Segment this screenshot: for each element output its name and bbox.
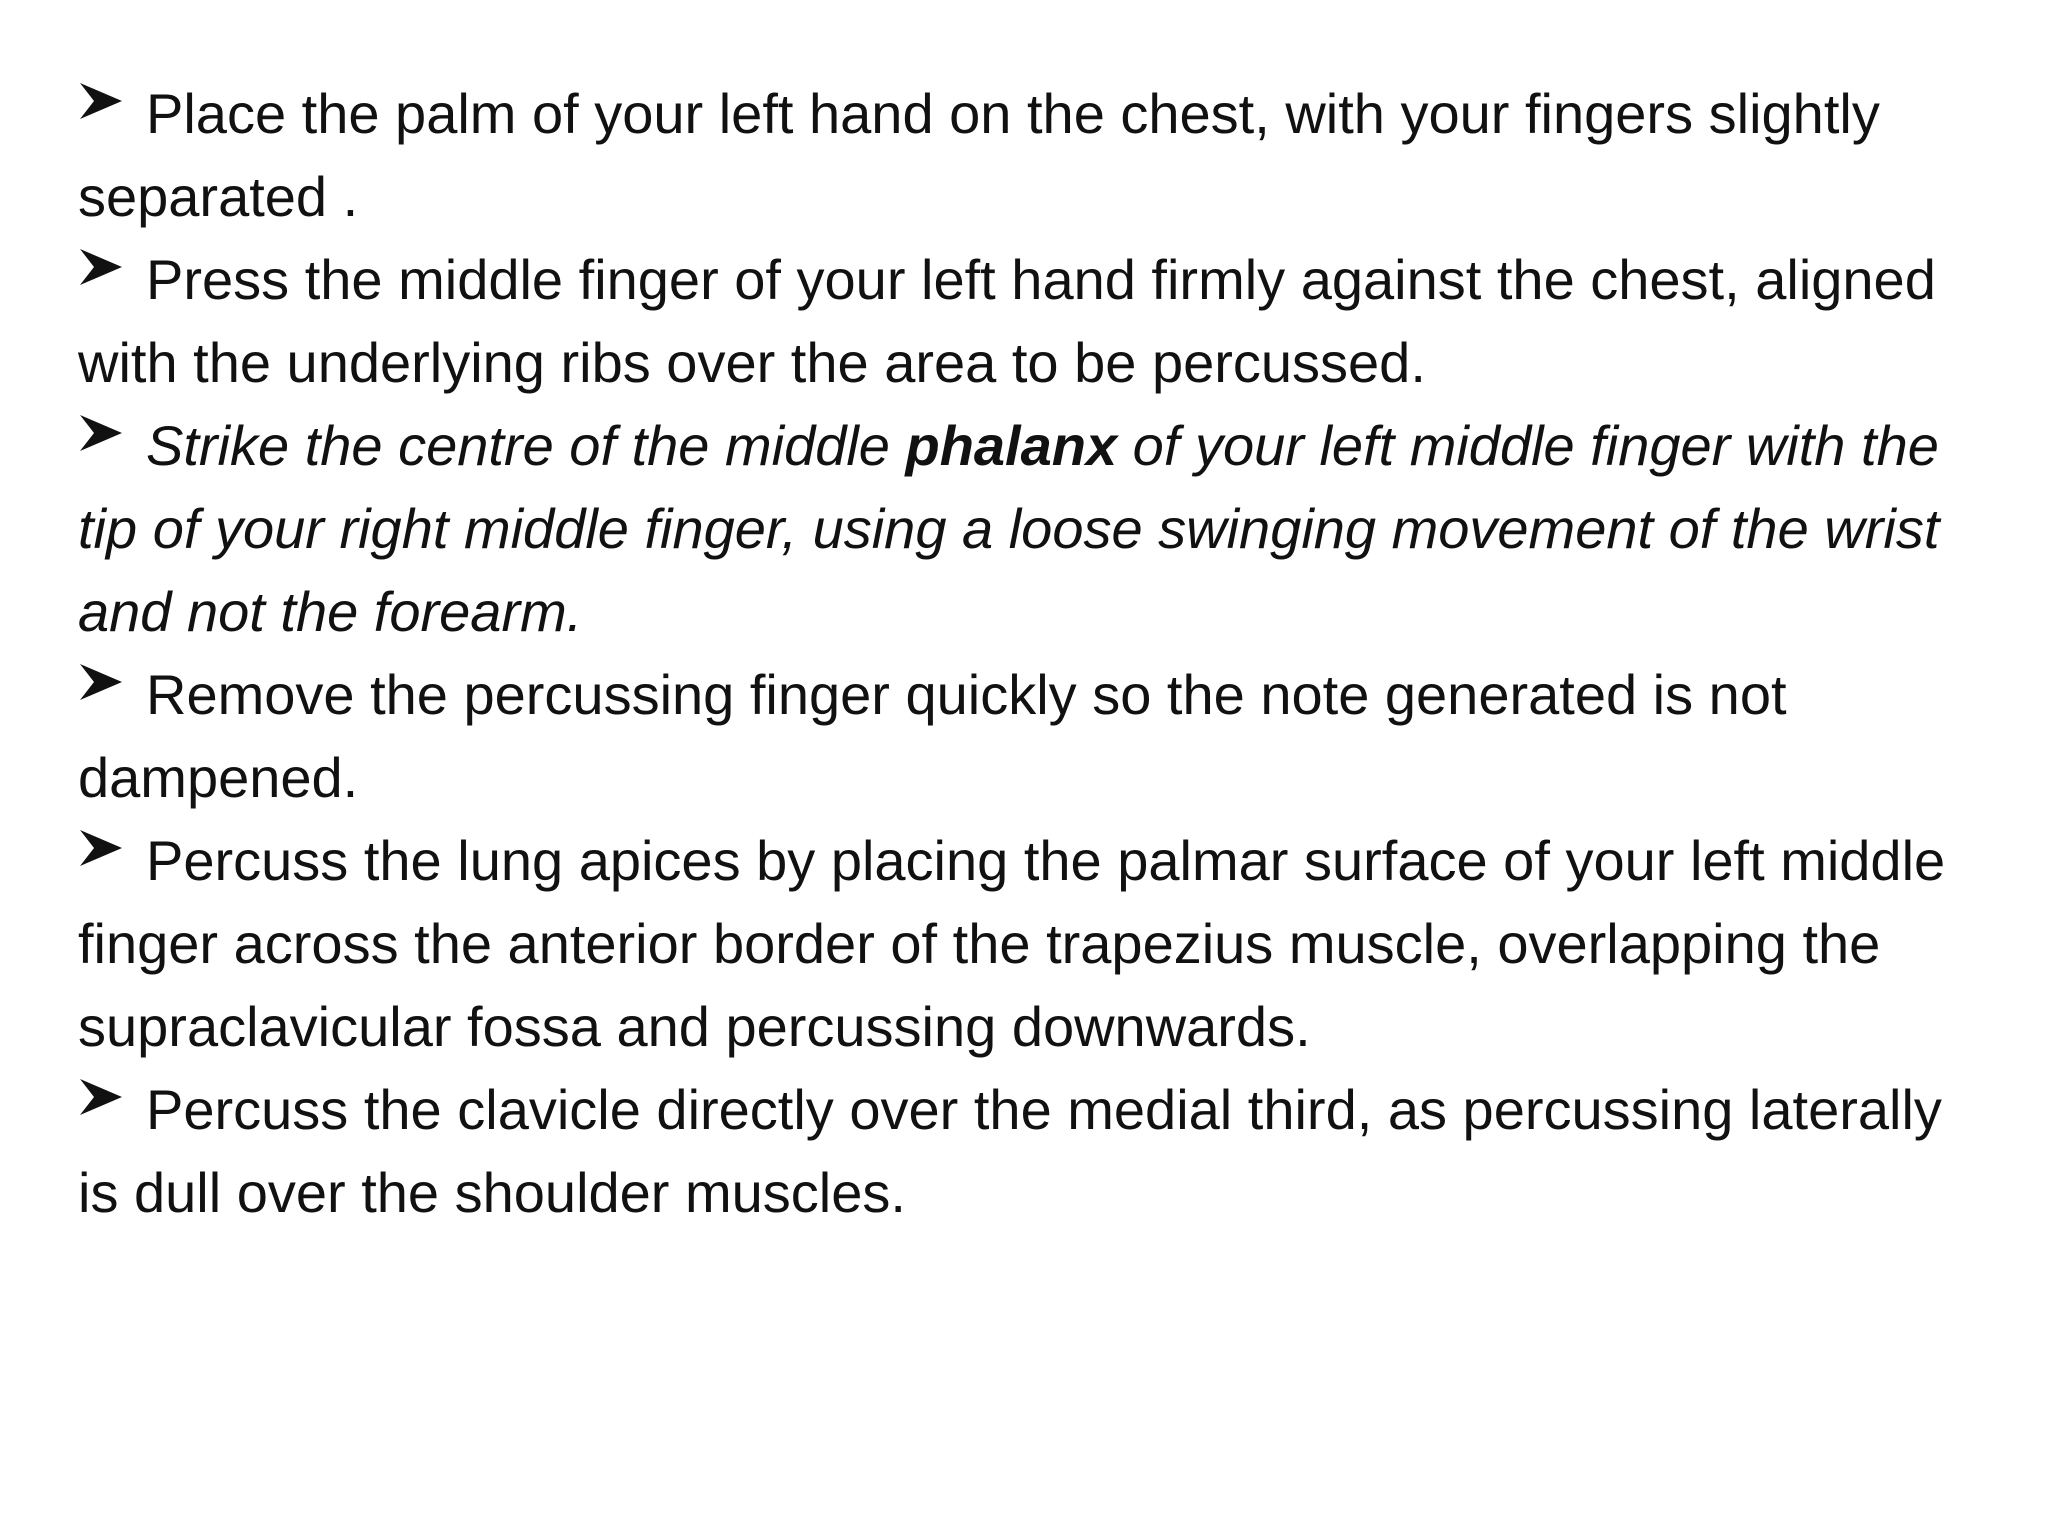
bullet-item-3 xyxy=(78,404,1978,653)
bullet-text-start: Strike the centre of the middle xyxy=(146,414,906,477)
slide-content xyxy=(78,72,1978,1234)
bullet-item-6 xyxy=(78,1068,1978,1234)
bullet-text: Percuss the lung apices by placing the palmar surface of your left middle finger across the anterior border of the trapezius muscle, overlapping the supraclavicular fossa and percussing downwards. xyxy=(78,829,1946,1058)
bullet-text: Press the middle finger of your left hand firmly against the chest, aligned with the underlying ribs over the area to be percussed. xyxy=(78,248,1936,394)
bullet-item-1 xyxy=(78,72,1978,238)
arrowhead-bullet-icon xyxy=(78,1075,124,1131)
bullet-item-5 xyxy=(78,819,1978,1068)
bullet-text: Place the palm of your left hand on the chest, with your fingers slightly separated . xyxy=(78,82,1880,228)
bullet-text-emphasis: phalanx xyxy=(905,414,1118,477)
arrowhead-bullet-icon xyxy=(78,411,124,467)
arrowhead-bullet-icon xyxy=(78,826,124,882)
arrowhead-bullet-icon xyxy=(78,245,124,301)
arrowhead-bullet-icon xyxy=(78,79,124,135)
bullet-item-2 xyxy=(78,238,1978,404)
bullet-text: Percuss the clavicle directly over the medial third, as percussing laterally is dull over the shoulder muscles. xyxy=(78,1078,1942,1224)
bullet-item-4 xyxy=(78,653,1978,819)
bullet-text: Remove the percussing finger quickly so the note generated is not dampened. xyxy=(78,663,1787,809)
bullet-text-end: of your left middle finger with the tip of your right middle finger, using a loose swinging movement of the wrist and not the forearm. xyxy=(78,414,1940,643)
arrowhead-bullet-icon xyxy=(78,660,124,716)
